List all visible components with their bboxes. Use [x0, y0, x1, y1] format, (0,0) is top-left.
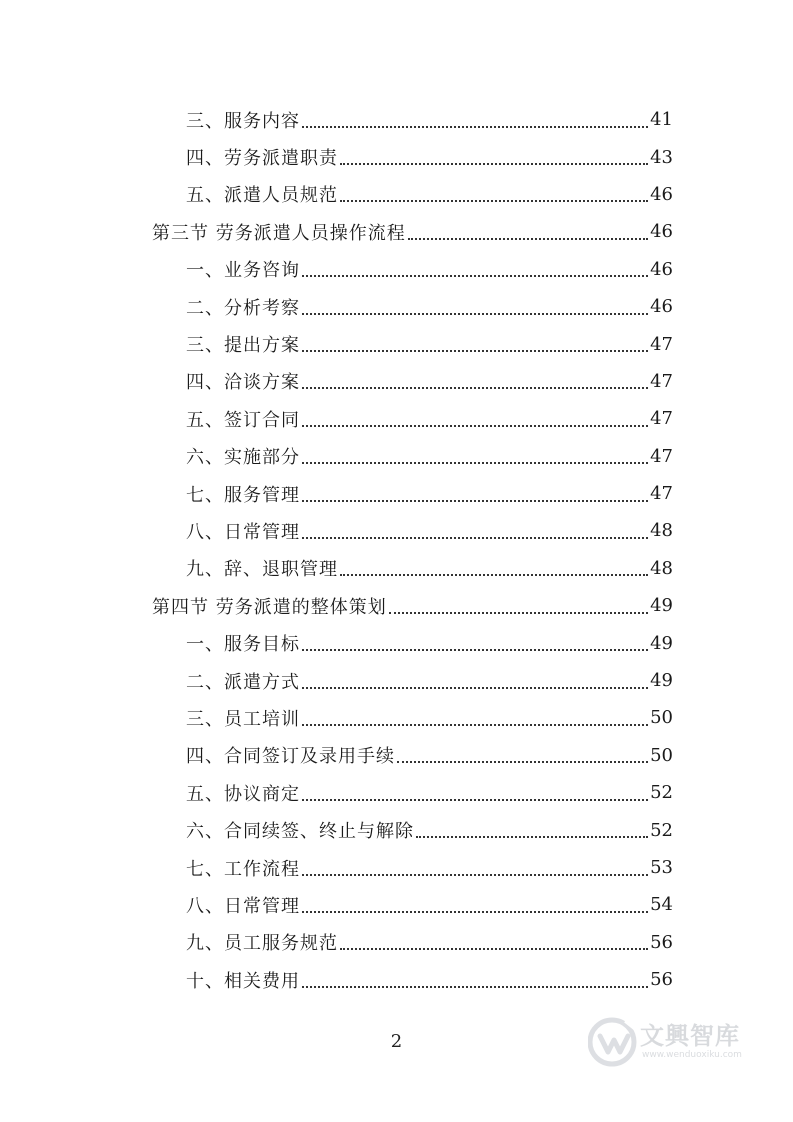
toc-section-entry[interactable] — [0, 213, 793, 250]
toc-dot-leader — [302, 350, 648, 352]
toc-dot-leader — [340, 574, 648, 576]
toc-entry-title: 五、签订合同 — [186, 409, 300, 431]
toc-entry[interactable] — [0, 138, 793, 175]
toc-entry-title: 五、协议商定 — [186, 783, 300, 805]
toc-entry-page: 56 — [650, 969, 673, 991]
toc-entry-title: 四、合同签订及录用手续 — [186, 746, 395, 768]
toc-entry-title: 一、业务咨询 — [186, 260, 300, 282]
toc-entry-page: 48 — [650, 520, 673, 542]
toc-entry[interactable] — [0, 550, 793, 587]
toc-entry-title: 三、提出方案 — [186, 335, 300, 357]
toc-dot-leader — [302, 986, 648, 988]
toc-entry[interactable] — [0, 811, 793, 848]
toc-entry-page: 47 — [650, 445, 673, 467]
toc-entry-page: 49 — [650, 595, 673, 617]
toc-entry[interactable] — [0, 924, 793, 961]
toc-dot-leader — [302, 874, 648, 876]
toc-entry-page: 50 — [650, 744, 673, 766]
toc-dot-leader — [397, 761, 648, 763]
watermark — [588, 1010, 758, 1076]
toc-dot-leader — [302, 500, 648, 502]
toc-entry-page: 53 — [650, 857, 673, 878]
toc-entry-page: 46 — [650, 221, 673, 243]
toc-dot-leader — [302, 387, 648, 389]
watermark-text: 文興智库 — [640, 1022, 740, 1050]
toc-entry-page: 46 — [650, 296, 673, 318]
toc-entry[interactable] — [0, 288, 793, 325]
toc-entry-page: 48 — [650, 557, 673, 579]
toc-entry-title: 四、劳务派遣职责 — [186, 148, 338, 170]
toc-entry-title: 二、派遣方式 — [186, 671, 300, 693]
toc-entry-page: 50 — [650, 707, 673, 729]
toc-entry[interactable] — [0, 251, 793, 288]
page-number: 2 — [390, 1031, 403, 1052]
toc-entry-title: 六、实施部分 — [186, 447, 300, 469]
toc-entry[interactable] — [0, 363, 793, 400]
toc-entry[interactable] — [0, 886, 793, 923]
watermark-url: www.wenduoxiku.com — [642, 1050, 742, 1060]
toc-entry-title: 八、日常管理 — [186, 895, 300, 917]
toc-entry[interactable] — [0, 512, 793, 549]
toc-dot-leader — [302, 537, 648, 539]
toc-dot-leader — [302, 911, 648, 913]
toc-dot-leader — [340, 948, 648, 950]
toc-entry-page: 46 — [650, 183, 673, 205]
toc-entry[interactable] — [0, 774, 793, 811]
toc-entry[interactable] — [0, 624, 793, 661]
toc-entry[interactable] — [0, 400, 793, 437]
toc-entry-page: 49 — [650, 632, 673, 654]
toc-entry-title: 七、工作流程 — [186, 858, 300, 880]
toc-entry[interactable] — [0, 849, 793, 886]
toc-entry-page: 47 — [650, 333, 673, 355]
toc-dot-leader — [302, 649, 648, 651]
toc-entry-title: 三、服务内容 — [186, 110, 300, 132]
toc-entry[interactable] — [0, 475, 793, 512]
toc-entry-title: 第三节 劳务派遣人员操作流程 — [152, 222, 406, 244]
toc-entry-page: 47 — [650, 370, 673, 392]
toc-entry-page: 47 — [650, 483, 673, 505]
toc-dot-leader — [340, 163, 648, 165]
toc-entry[interactable] — [0, 662, 793, 699]
toc-entry-page: 47 — [650, 408, 673, 430]
toc-entry-page: 54 — [650, 894, 673, 916]
toc-entry-page: 56 — [650, 931, 673, 953]
toc-entry-title: 七、服务管理 — [186, 484, 300, 506]
toc-entry-page: 52 — [650, 819, 673, 841]
table-of-contents — [0, 101, 793, 998]
toc-dot-leader — [302, 799, 648, 801]
toc-entry-title: 五、派遣人员规范 — [186, 185, 338, 207]
toc-dot-leader — [302, 275, 648, 277]
toc-section-entry[interactable] — [0, 587, 793, 624]
toc-entry[interactable] — [0, 961, 793, 998]
toc-entry-page: 49 — [650, 670, 673, 692]
logo-icon — [588, 1012, 640, 1072]
toc-entry-page: 43 — [650, 146, 673, 168]
toc-entry-page: 52 — [650, 782, 673, 804]
toc-entry[interactable] — [0, 737, 793, 774]
toc-dot-leader — [389, 612, 648, 614]
toc-entry-title: 九、辞、退职管理 — [186, 559, 338, 581]
toc-entry-title: 八、日常管理 — [186, 521, 300, 543]
toc-dot-leader — [302, 462, 648, 464]
toc-entry[interactable] — [0, 101, 793, 138]
toc-entry-title: 一、服务目标 — [186, 634, 300, 656]
toc-entry-title: 二、分析考察 — [186, 297, 300, 319]
toc-entry-title: 六、合同续签、终止与解除 — [186, 821, 414, 843]
toc-dot-leader — [340, 200, 648, 202]
toc-entry-title: 第四节 劳务派遣的整体策划 — [152, 596, 387, 618]
toc-entry[interactable] — [0, 325, 793, 362]
toc-entry-title: 四、洽谈方案 — [186, 372, 300, 394]
toc-entry[interactable] — [0, 438, 793, 475]
toc-dot-leader — [302, 724, 648, 726]
toc-dot-leader — [302, 687, 648, 689]
toc-entry-title: 三、员工培训 — [186, 708, 300, 730]
toc-dot-leader — [302, 126, 648, 128]
toc-entry-title: 十、相关费用 — [186, 970, 300, 992]
toc-entry-page: 41 — [650, 109, 673, 131]
toc-dot-leader — [416, 836, 648, 838]
toc-entry-title: 九、员工服务规范 — [186, 933, 338, 955]
toc-entry[interactable] — [0, 176, 793, 213]
toc-dot-leader — [302, 313, 648, 315]
toc-dot-leader — [408, 238, 648, 240]
toc-entry[interactable] — [0, 699, 793, 736]
toc-entry-page: 46 — [650, 258, 673, 280]
toc-dot-leader — [302, 425, 648, 427]
